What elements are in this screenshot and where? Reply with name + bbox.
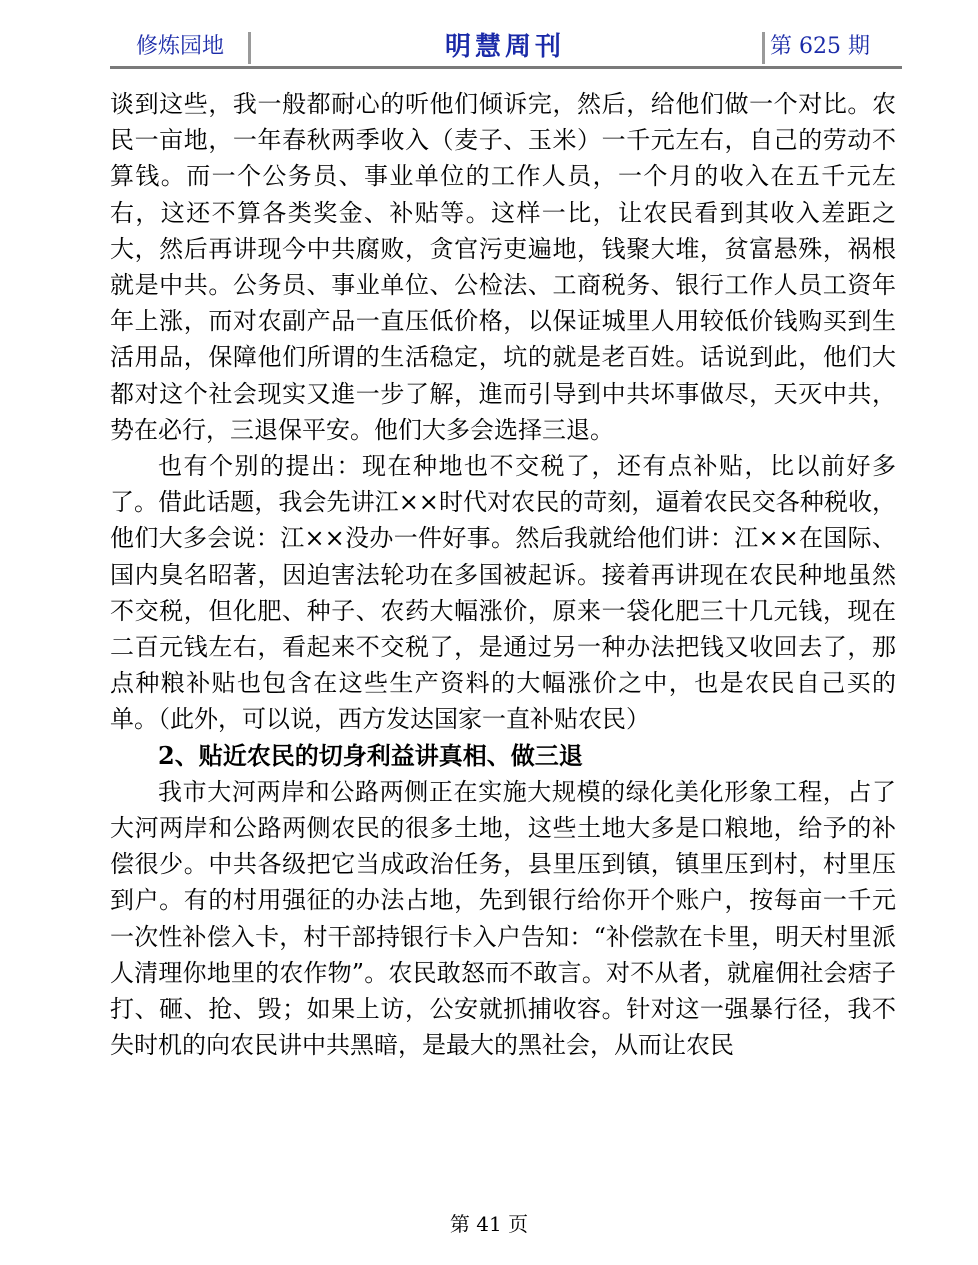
publication-title: 明慧周刊: [444, 32, 565, 62]
paragraph-3: 我市大河两岸和公路两侧正在实施大规模的绿化美化形象工程，占了大河两岸和公路两侧农民的很多土地，这些土地大多是口粮地，给予的补偿很少。中共各级把它当成政治任务，县里压到镇，镇里压到村，村里压到户。有的村用强征的办法占地，先到银行给你开个账户，按每亩一千元一次性补偿入卡，村干部持银行卡入户告知：“补偿款在卡里，明天村里派人清理你地里的农作物”。农民敢怒而不敢言。对不从者，就雇佣社会痞子打、砸、抢、毁；如果上访，公安就抓捕收容。针对这一强暴行径，我不失时机的向农民讲中共黑暗，是最大的黑社会，从而让农民: [110, 777, 896, 1060]
header-divider-left: [248, 32, 251, 64]
issue-number: 第 625 期: [770, 34, 870, 59]
page-number: 第 41 页: [449, 1212, 529, 1236]
article-body: [110, 86, 896, 1063]
section-label: 修炼园地: [135, 34, 224, 59]
section-heading: 2、贴近农民的切身利益讲真相、做三退: [158, 740, 583, 770]
page-header: [110, 26, 902, 69]
paragraph-1: 谈到这些，我一般都耐心的听他们倾诉完，然后，给他们做一个对比。农民一亩地，一年春秋两季收入（麦子、玉米）一千元左右，自己的劳动不算钱。而一个公务员、事业单位的工作人员，一个月的收入在五千元左右，这还不算各类奖金、补贴等。这样一比，让农民看到其收入差距之大，然后再讲现今中共腐败，贪官污吏遍地，钱聚大堆，贫富悬殊，祸根就是中共。公务员、事业单位、公检法、工商税务、银行工作人员工资年年上涨，而对农副产品一直压低价格，以保证城里人用较低价钱购买到生活用品，保障他们所谓的生活稳定，坑的就是老百姓。话说到此，他们大都对这个社会现实又進一步了解，進而引导到中共坏事做尽，天灭中共，势在必行，三退保平安。他们大多会选择三退。: [110, 90, 896, 444]
paragraph-2: 也有个别的提出：现在种地也不交税了，还有点补贴，比以前好多了。借此话题，我会先讲江××时代对农民的苛刻，逼着农民交各种税收，他们大多会说：江××没办一件好事。然后我就给他们讲：江××在国际、国内臭名昭著，因迫害法轮功在多国被起诉。接着再讲现在农民种地虽然不交税，但化肥、种子、农药大幅涨价，原来一袋化肥三十几元钱，现在二百元钱左右，看起来不交税了，是通过另一种办法把钱又收回去了，那点种粮补贴也包含在这些生产资料的大幅涨价之中，也是农民自己买的单。（此外，可以说，西方发达国家一直补贴农民）: [110, 452, 896, 734]
